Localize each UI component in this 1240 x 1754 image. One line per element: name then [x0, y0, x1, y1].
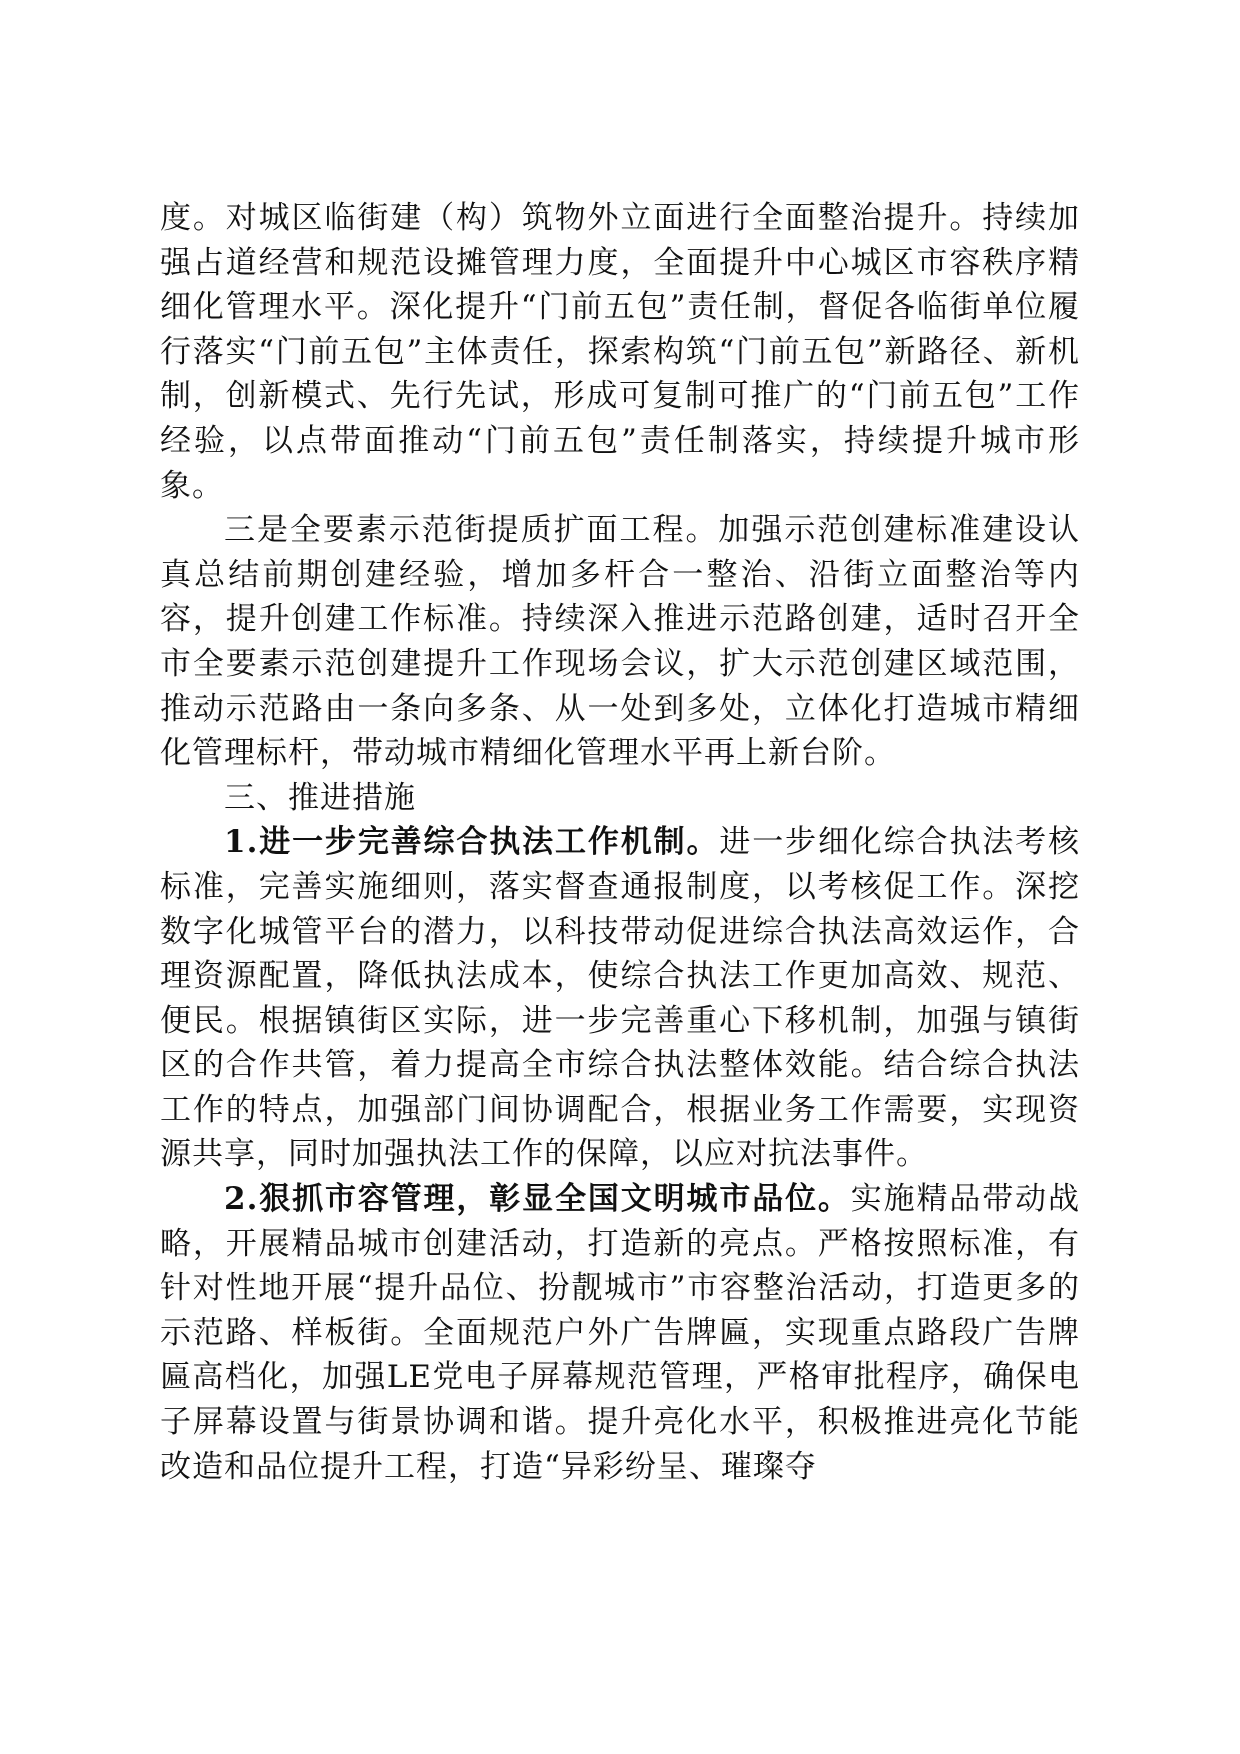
paragraph-text: 度。对城区临街建（构）筑物外立面进行全面整治提升。持续加强占道经营和规范设摊管理力度，全面提升中心城区市容秩序精细化管理水平。深化提升“门前五包”责任制，督促各临街单位履行落实“门前五包”主体责任，探索构筑“门前五包”新路径、新机制，创新模式、先行先试，形成可复制可推广的“门前五包”工作经验，以点带面推动“门前五包”责任制落实，持续提升城市形象。: [160, 200, 1080, 504]
paragraph-measure-1: [160, 820, 1080, 1177]
paragraph-text: 实施精品带动战略，开展精品城市创建活动，打造新的亮点。严格按照标准，有针对性地开展“提升品位、扮靓城市”市容整治活动，打造更多的示范路、样板街。全面规范户外广告牌匾，实现重点路段广告牌匾高档化，加强LE党电子屏幕规范管理，严格审批程序，确保电子屏幕设置与街景协调和谐。提升亮化水平，积极推进亮化节能改造和品位提升工程，打造“异彩纷呈、璀璨夺: [160, 1181, 1080, 1485]
section-heading: [160, 776, 1080, 821]
section-heading-text: 三、推进措施: [224, 779, 416, 816]
document-body: [160, 196, 1080, 1489]
paragraph-continuation: [160, 196, 1080, 508]
paragraph-measure-2: [160, 1177, 1080, 1489]
measure-1-title: 1.进一步完善综合执法工作机制。: [224, 824, 720, 861]
measure-2-title: 2.狠抓市容管理，彰显全国文明城市品位。: [224, 1181, 851, 1218]
paragraph-text: 进一步细化综合执法考核标准，完善实施细则，落实督查通报制度，以考核促工作。深挖数字化城管平台的潜力，以科技带动促进综合执法高效运作，合理资源配置，降低执法成本，使综合执法工作更加高效、规范、便民。根据镇街区实际，进一步完善重心下移机制，加强与镇街区的合作共管，着力提高全市综合执法整体效能。结合综合执法工作的特点，加强部门间协调配合，根据业务工作需要，实现资源共享，同时加强执法工作的保障，以应对抗法事件。: [160, 824, 1080, 1173]
paragraph-demonstration-street: [160, 508, 1080, 776]
paragraph-text: 三是全要素示范街提质扩面工程。加强示范创建标准建设认真总结前期创建经验，增加多杆合一整治、沿街立面整治等内容，提升创建工作标准。持续深入推进示范路创建，适时召开全市全要素示范创建提升工作现场会议，扩大示范创建区域范围，推动示范路由一条向多条、从一处到多处，立体化打造城市精细化管理标杆，带动城市精细化管理水平再上新台阶。: [160, 512, 1080, 772]
